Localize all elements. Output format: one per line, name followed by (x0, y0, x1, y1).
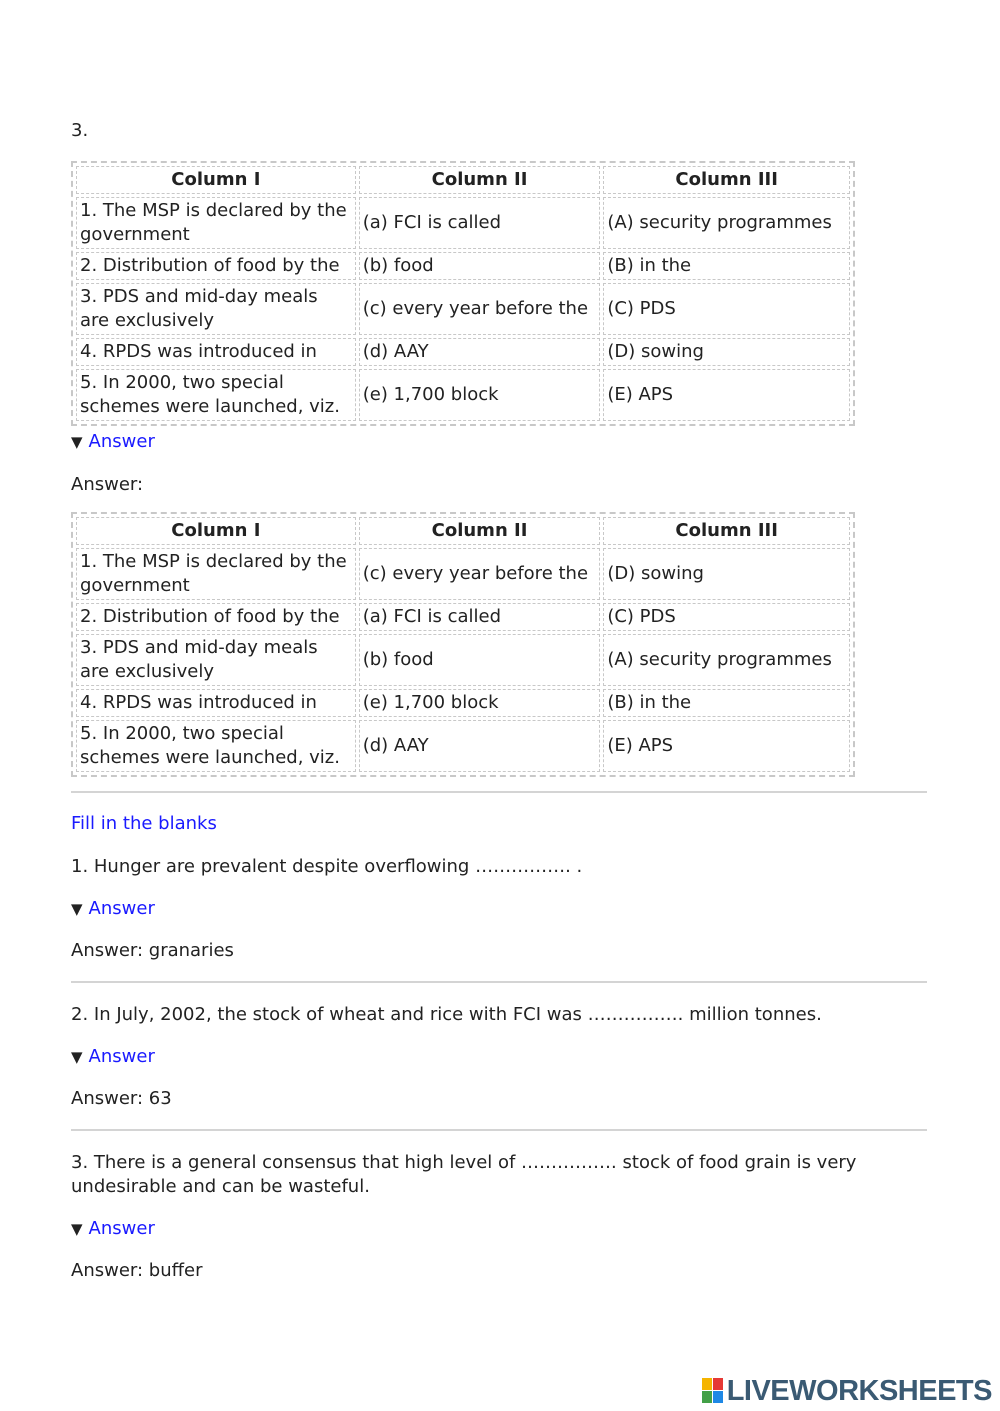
table-cell: (E) APS (603, 720, 850, 772)
table-cell: (D) sowing (603, 338, 850, 366)
table-row (76, 252, 850, 280)
match-table (71, 161, 855, 426)
question-number: 3. (71, 120, 89, 141)
blank-answer: Answer: buffer (71, 1260, 203, 1281)
blank-question: 3. There is a general consensus that high level of ……………. stock of food grain is very undesirable and can be wasteful. (71, 1152, 857, 1197)
table-cell: 2. Distribution of food by the (76, 603, 356, 631)
table-cell: (e) 1,700 block (359, 369, 601, 421)
blank-answer: Answer: granaries (71, 940, 234, 961)
answer-toggle[interactable] (71, 430, 155, 454)
table-cell: 4. RPDS was introduced in (76, 689, 356, 717)
table-row (76, 689, 850, 717)
table-cell: (A) security programmes (603, 634, 850, 686)
table-cell: (a) FCI is called (359, 197, 601, 249)
answer-toggle-label: Answer (88, 431, 155, 452)
table-cell: (c) every year before the (359, 283, 601, 335)
table-cell: (b) food (359, 634, 601, 686)
table-cell: (b) food (359, 252, 601, 280)
table-cell: 4. RPDS was introduced in (76, 338, 356, 366)
blank-question: 1. Hunger are prevalent despite overflowing ……………. . (71, 856, 583, 877)
triangle-down-icon: ▼ (71, 1048, 83, 1066)
answer-toggle-label: Answer (88, 898, 155, 919)
liveworksheets-logo-icon (702, 1378, 724, 1404)
divider (71, 1129, 927, 1131)
answer-table (71, 512, 855, 777)
triangle-down-icon: ▼ (71, 900, 83, 918)
blank-answer: Answer: 63 (71, 1088, 172, 1109)
column-header: Column I (76, 166, 356, 194)
table-cell: (C) PDS (603, 283, 850, 335)
column-header: Column III (603, 166, 850, 194)
table-cell: (a) FCI is called (359, 603, 601, 631)
table-cell: (E) APS (603, 369, 850, 421)
answer-toggle-label: Answer (88, 1046, 155, 1067)
brand-logo (702, 1376, 992, 1406)
table-cell: (e) 1,700 block (359, 689, 601, 717)
answer-toggle-label: Answer (88, 1218, 155, 1239)
table-row (76, 634, 850, 686)
table-cell: 2. Distribution of food by the (76, 252, 356, 280)
table-cell: 5. In 2000, two special schemes were launched, viz. (76, 369, 356, 421)
table-cell: 1. The MSP is declared by the government (76, 197, 356, 249)
table-row (76, 369, 850, 421)
table-row (76, 720, 850, 772)
answer-heading: Answer: (71, 474, 144, 495)
table-cell: 5. In 2000, two special schemes were launched, viz. (76, 720, 356, 772)
table-header-row (76, 517, 850, 545)
triangle-down-icon: ▼ (71, 1220, 83, 1238)
table-row (76, 197, 850, 249)
table-cell: (C) PDS (603, 603, 850, 631)
table-row (76, 603, 850, 631)
column-header: Column III (603, 517, 850, 545)
table-cell: 3. PDS and mid-day meals are exclusively (76, 634, 356, 686)
table-cell: 3. PDS and mid-day meals are exclusively (76, 283, 356, 335)
column-header: Column II (359, 166, 601, 194)
answer-toggle[interactable] (71, 1045, 155, 1069)
table-cell: (A) security programmes (603, 197, 850, 249)
table-row (76, 283, 850, 335)
answer-toggle[interactable] (71, 897, 155, 921)
section-heading: Fill in the blanks (71, 813, 217, 834)
brand-name: LIVEWORKSHEETS (726, 1374, 992, 1407)
divider (71, 791, 927, 793)
table-cell: (d) AAY (359, 338, 601, 366)
table-row (76, 548, 850, 600)
triangle-down-icon: ▼ (71, 433, 83, 451)
answer-toggle[interactable] (71, 1217, 155, 1241)
column-header: Column I (76, 517, 356, 545)
table-cell: (D) sowing (603, 548, 850, 600)
table-header-row (76, 166, 850, 194)
table-cell: (B) in the (603, 689, 850, 717)
column-header: Column II (359, 517, 601, 545)
blank-question: 2. In July, 2002, the stock of wheat and rice with FCI was ……………. million tonnes. (71, 1004, 822, 1025)
table-cell: 1. The MSP is declared by the government (76, 548, 356, 600)
table-cell: (B) in the (603, 252, 850, 280)
table-cell: (d) AAY (359, 720, 601, 772)
divider (71, 981, 927, 983)
table-row (76, 338, 850, 366)
table-cell: (c) every year before the (359, 548, 601, 600)
